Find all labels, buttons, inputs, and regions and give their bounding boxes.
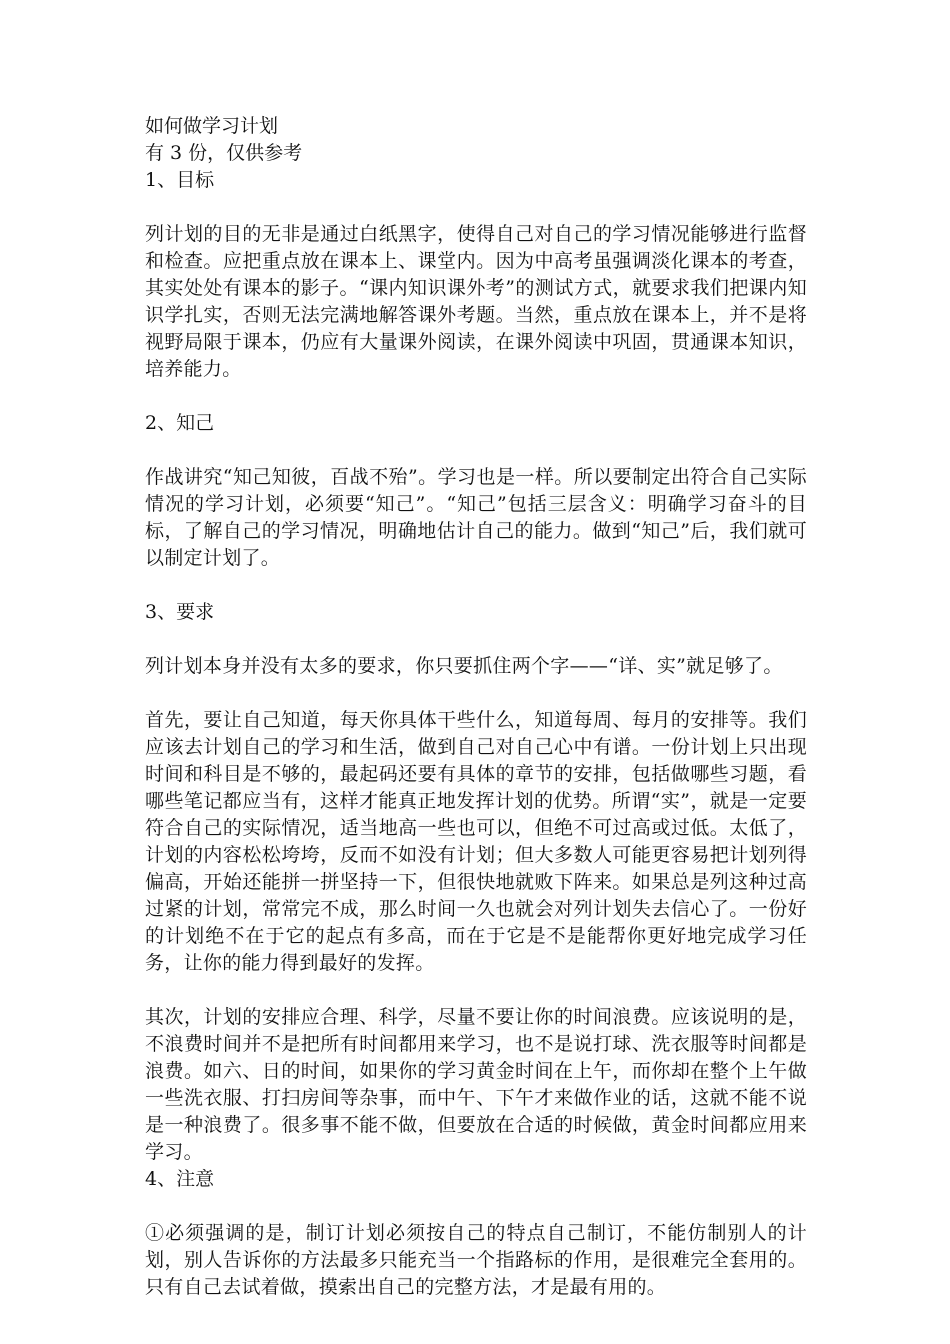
spacer xyxy=(145,680,807,707)
spacer xyxy=(145,977,807,1004)
section-requirements-paragraph-1: 列计划本身并没有太多的要求，你只要抓住两个字——“详、实”就足够了。 xyxy=(145,655,783,677)
document-page xyxy=(145,113,807,1301)
document-subtitle: 有 3 份，仅供参考 xyxy=(145,142,303,164)
spacer xyxy=(145,572,807,599)
section-requirements-paragraph-3: 其次，计划的安排应合理、科学，尽量不要让你的时间浪费。应该说明的是，不浪费时间并不是把所有时间都用来学习，也不是说打球、洗衣服等时间都是浪费。如六、日的时间，如果你的学习黄金时间在上午，而你却在整个上午做一些洗衣服、打扫房间等杂事，而中午、下午才来做作业的话，这就不能不说是一种浪费了。很多事不能不做，但要放在合适的时候做，黄金时间都应用来学习。 xyxy=(145,1006,807,1163)
section-know-self-paragraph: 作战讲究“知己知彼，百战不殆”。学习也是一样。所以要制定出符合自己实际情况的学习计划，必须要“知己”。“知己”包括三层含义：明确学习奋斗的目标，了解自己的学习情况，明确地估计自己的能力。做到“知己”后，我们就可以制定计划了。 xyxy=(145,466,807,569)
spacer xyxy=(145,626,807,653)
section-heading-goal: 1、目标 xyxy=(145,169,215,191)
spacer xyxy=(145,383,807,410)
spacer xyxy=(145,194,807,221)
spacer xyxy=(145,1193,807,1220)
section-heading-requirements: 3、要求 xyxy=(145,601,215,623)
document-title: 如何做学习计划 xyxy=(145,115,279,137)
section-notes-paragraph: ①必须强调的是，制订计划必须按自己的特点自己制订，不能仿制别人的计划，别人告诉你的方法最多只能充当一个指路标的作用，是很难完全套用的。只有自己去试着做，摸索出自己的完整方法，才是最有用的。 xyxy=(145,1222,807,1298)
section-goal-paragraph: 列计划的目的无非是通过白纸黑字，使得自己对自己的学习情况能够进行监督和检查。应把重点放在课本上、课堂内。因为中高考虽强调淡化课本的考查，其实处处有课本的影子。“课内知识课外考”的测试方式，就要求我们把课内知识学扎实，否则无法完满地解答课外考题。当然，重点放在课本上，并不是将视野局限于课本，仍应有大量课外阅读，在课外阅读中巩固，贯通课本知识，培养能力。 xyxy=(145,223,807,380)
spacer xyxy=(145,437,807,464)
section-heading-know-self: 2、知己 xyxy=(145,412,215,434)
section-heading-notes: 4、注意 xyxy=(145,1168,215,1190)
section-requirements-paragraph-2: 首先，要让自己知道，每天你具体干些什么，知道每周、每月的安排等。我们应该去计划自己的学习和生活，做到自己对自己心中有谱。一份计划上只出现时间和科目是不够的，最起码还要有具体的章节的安排，包括做哪些习题，看哪些笔记都应当有，这样才能真正地发挥计划的优势。所谓“实”，就是一定要符合自己的实际情况，适当地高一些也可以，但绝不可过高或过低。太低了，计划的内容松松垮垮，反而不如没有计划；但大多数人可能更容易把计划列得偏高，开始还能拼一拼坚持一下，但很快地就败下阵来。如果总是列这种过高过紧的计划，常常完不成，那么时间一久也就会对列计划失去信心了。一份好的计划绝不在于它的起点有多高，而在于它是不是能帮你更好地完成学习任务，让你的能力得到最好的发挥。 xyxy=(145,709,807,974)
